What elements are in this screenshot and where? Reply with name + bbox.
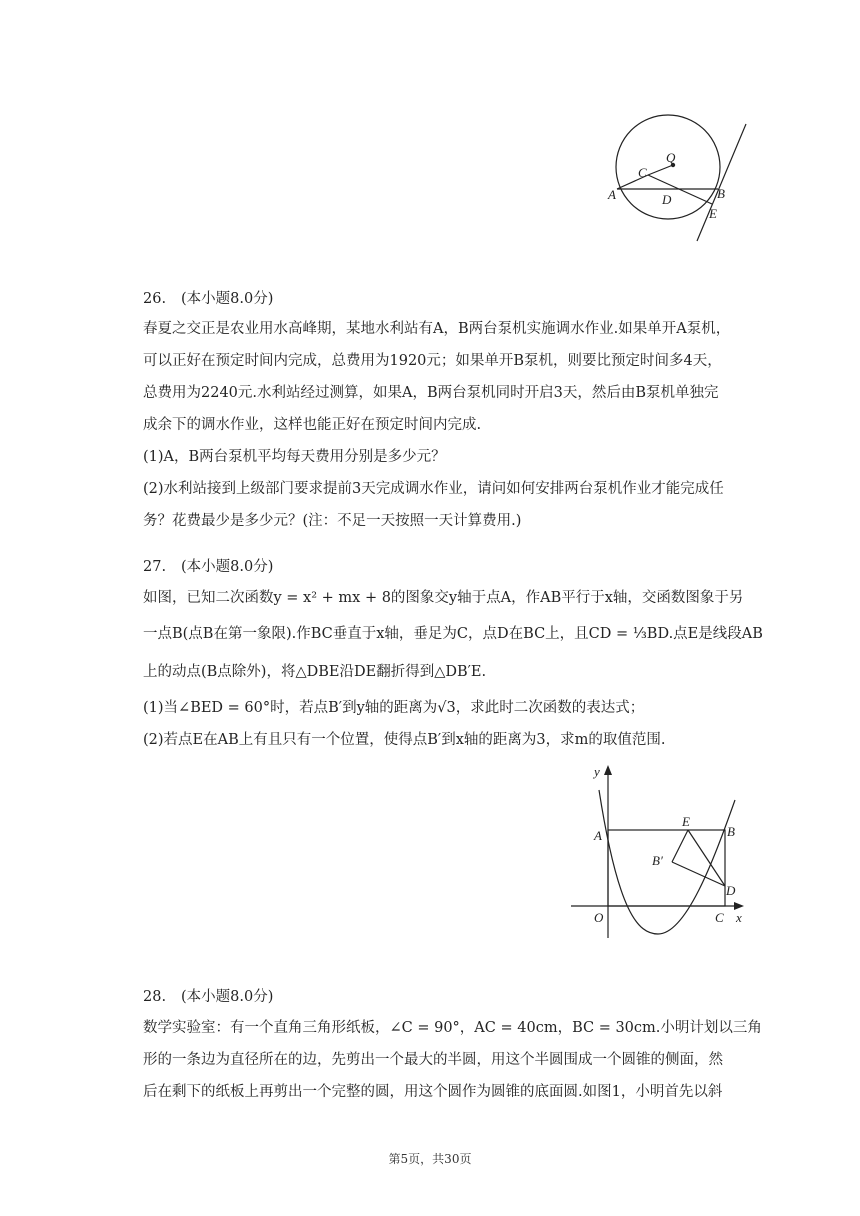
label-a: A — [594, 828, 602, 843]
label-e: E — [709, 206, 717, 221]
question-28-body — [143, 1012, 762, 1108]
label-c: C — [715, 910, 724, 925]
question-27-number: 27. — [143, 559, 167, 575]
question-28-line: 形的一条边为直径所在的边，先剪出一个最大的半圆，用这个半圆围成一个圆锥的侧面，然 — [143, 1052, 723, 1068]
label-d: D — [726, 883, 736, 898]
question-28-line: 数学实验室：有一个直角三角形纸板，∠C = 90°，AC = 40cm，BC = 30cm.小明计划以三角 — [143, 1020, 762, 1036]
question-27-score: (本小题8.0分) — [181, 559, 274, 575]
question-26-line: 成余下的调水作业，这样也能正好在预定时间内完成. — [143, 417, 482, 433]
label-x: x — [736, 910, 742, 925]
question-27-heading — [143, 557, 273, 577]
label-b-prime: B′ — [652, 853, 663, 868]
question-26-line: 可以正好在预定时间内完成，总费用为1920元；如果单开B泵机，则要比预定时间多4天， — [143, 353, 722, 369]
label-a: A — [608, 187, 616, 202]
question-27-body — [143, 582, 763, 756]
parabola-figure — [568, 762, 753, 940]
rectangle-abco — [608, 830, 725, 906]
question-26-line: 务？花费最少是多少元？(注：不足一天按照一天计算费用.) — [143, 513, 522, 529]
label-o: O — [594, 910, 604, 925]
question-26-body — [143, 313, 749, 537]
label-d: D — [662, 192, 672, 207]
question-27-line: 如图，已知二次函数y = x² + mx + 8的图象交y轴于点A，作AB平行于x轴，交函数图象于另 — [143, 590, 744, 606]
question-26-line: (2)水利站接到上级部门要求提前3天完成调水作业，请问如何安排两台泵机作业才能完成任 — [143, 481, 724, 497]
question-28-line: 后在剩下的纸板上再剪出一个完整的圆，用这个圆作为圆锥的底面圆.如图1，小明首先以斜 — [143, 1084, 723, 1100]
question-26-line: 春夏之交正是农业用水高峰期，某地水利站有A，B两台泵机实施调水作业.如果单开A泵机， — [143, 321, 731, 337]
question-26-score: (本小题8.0分) — [181, 291, 274, 307]
question-28-heading — [143, 987, 273, 1007]
question-27-line: (2)若点E在AB上有且只有一个位置，使得点B′到x轴的距离为3，求m的取值范围. — [143, 732, 666, 748]
question-26-line: 总费用为2240元.水利站经过测算，如果A，B两台泵机同时开启3天，然后由B泵机单独完 — [143, 385, 719, 401]
page-footer: 第5页，共30页 — [388, 1152, 472, 1166]
question-28-score: (本小题8.0分) — [181, 989, 274, 1005]
segment-cq — [648, 165, 673, 175]
question-27-line: (1)当∠BED = 60°时，若点B′到y轴的距离为√3，求此时二次函数的表达式； — [143, 700, 645, 716]
label-b: B — [717, 186, 725, 201]
question-26-number: 26. — [143, 291, 167, 307]
question-27-line: 一点B(点B在第一象限).作BC垂直于x轴，垂足为C，点D在BC上，且CD = ⅓BD.点E是线段AB — [143, 626, 763, 642]
label-q: Q — [666, 150, 676, 165]
x-axis-arrow — [734, 902, 744, 910]
label-y: y — [594, 764, 600, 779]
question-27-line: 上的动点(B点除外)，将△DBE沿DE翻折得到△DB′E. — [143, 664, 487, 680]
label-c: C — [638, 165, 647, 180]
question-26-heading — [143, 289, 273, 309]
question-28-number: 28. — [143, 989, 167, 1005]
label-b: B — [727, 824, 735, 839]
circle-figure — [600, 100, 760, 245]
segment-eb-prime — [672, 830, 688, 862]
question-26-line: (1)A，B两台泵机平均每天费用分别是多少元？ — [143, 449, 446, 465]
tangent-line — [697, 124, 746, 241]
label-e: E — [682, 814, 690, 829]
y-axis-arrow — [604, 765, 612, 775]
